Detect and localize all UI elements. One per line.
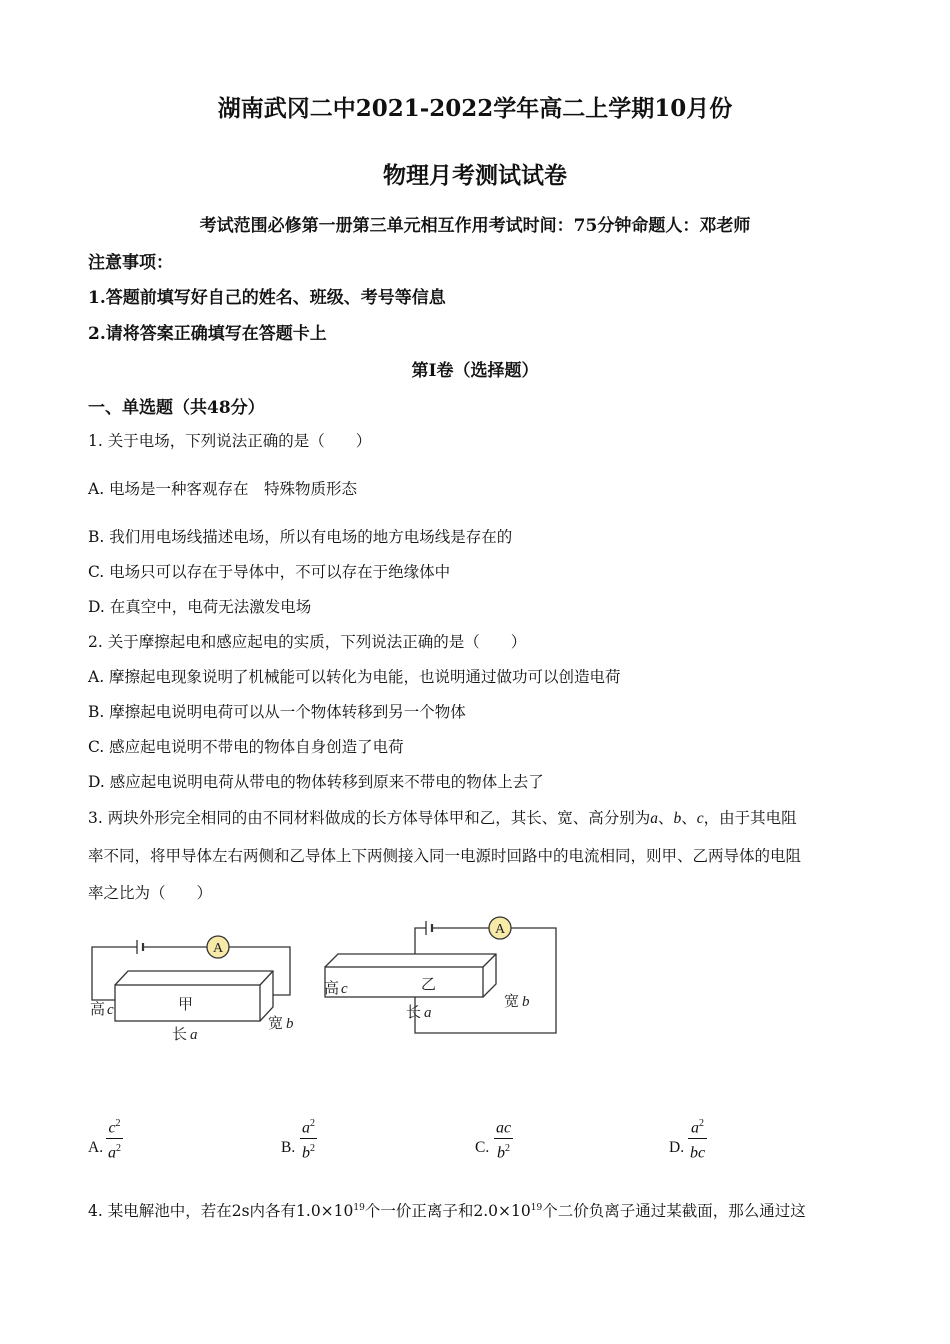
q1-stem: 1. 关于电场，下列说法正确的是（ ） [88, 432, 372, 450]
note-item: 2.请将答案正确填写在答题卡上 [88, 324, 327, 344]
label-height: 高 [90, 1000, 106, 1018]
label-width: 宽 [268, 1014, 284, 1032]
var-length: a [424, 1005, 432, 1021]
notes-heading: 注意事项： [88, 253, 173, 273]
var-length: a [190, 1027, 198, 1043]
label-length: 长 [406, 1003, 422, 1021]
q3-stem-text: 3. 两块外形完全相同的由不同材料做成的长方体导体甲和乙，其长、宽、高分别为 [88, 809, 651, 827]
q3-option-d-fraction: $\frac{a^2}{bc}$ [688, 1114, 707, 1164]
q2-stem: 2. 关于摩擦起电和感应起电的实质，下列说法正确的是（ ） [88, 633, 527, 651]
q3-option-a-fraction: $\frac{c^2}{a^2}$ [106, 1114, 123, 1164]
right-circuit [325, 921, 556, 1033]
q1-option-c: C. 电场只可以存在于导体中，不可以存在于绝缘体中 [88, 563, 451, 581]
label-body-jia: 甲 [178, 995, 194, 1013]
q3-option-b-label: B. [281, 1139, 296, 1156]
q3-option-b-fraction: $\frac{a^2}{b^2}$ [300, 1114, 317, 1164]
q3-stem-line1 [88, 806, 797, 828]
exam-title-line2: 物理月考测试试卷 [383, 162, 567, 189]
label-width: 宽 [504, 992, 520, 1010]
q1-option-d: D. 在真空中，电荷无法激发电场 [88, 598, 312, 616]
var-width: b [286, 1016, 294, 1032]
q2-option-b: B. 摩擦起电说明电荷可以从一个物体转移到另一个物体 [88, 703, 466, 721]
var-height: c [341, 981, 348, 997]
q1-option-a: A. 电场是一种客观存在 特殊物质形态 [88, 480, 358, 498]
q3-option-d-label: D. [669, 1139, 685, 1156]
q2-option-c: C. 感应起电说明不带电的物体自身创造了电荷 [88, 738, 404, 756]
q3-stem-line2: 率不同，将甲导体左右两侧和乙导体上下两侧接入同一电源时回路中的电流相同，则甲、乙两导体的电阻 [88, 847, 802, 865]
label-height: 高 [324, 979, 340, 997]
part-heading: 一、单选题（共48分） [88, 398, 265, 418]
q2-option-a: A. 摩擦起电现象说明了机械能可以转化为电能，也说明通过做功可以创造电荷 [88, 668, 621, 686]
exam-info: 考试范围必修第一册第三单元相互作用考试时间：75分钟命题人：邓老师 [199, 216, 751, 236]
q3-sep: 、 [681, 809, 697, 827]
q1-option-b: B. 我们用电场线描述电场，所以有电场的地方电场线是存在的 [88, 528, 513, 546]
q3-option-c-fraction: $\frac{ac}{b^2}$ [494, 1114, 513, 1164]
q3-var: a [650, 810, 658, 827]
q3-option-c-label: C. [475, 1139, 490, 1156]
q3-stem-line3: 率之比为（ ） [88, 884, 213, 902]
volume-heading: 第I卷（选择题） [411, 361, 539, 381]
exam-title-line1: 湖南武冈二中2021-2022学年高二上学期10月份 [217, 95, 733, 122]
ammeter-label: A [212, 941, 224, 956]
var-width: b [522, 994, 530, 1010]
note-item: 1.答题前填写好自己的姓名、班级、考号等信息 [88, 288, 446, 308]
q3-var: b [673, 810, 682, 827]
label-body-yi: 乙 [421, 975, 437, 993]
var-height: c [107, 1002, 114, 1018]
ammeter-label: A [494, 922, 506, 937]
q4-stem: 4. 某电解池中，若在2s内各有$1.0\times 10^{19}$个一价正离子和$2.0\times 10^{19}$个二价负离子通过某截面，那么通过这 [88, 1202, 806, 1220]
q3-stem-text: ，由于其电阻 [703, 809, 797, 827]
q3-var: c [696, 810, 704, 827]
q3-option-a-label: A. [88, 1139, 104, 1156]
q3-sep: 、 [657, 809, 674, 827]
q3-circuit-figure [80, 905, 580, 1055]
label-length: 长 [172, 1025, 188, 1043]
q2-option-d: D. 感应起电说明电荷从带电的物体转移到原来不带电的物体上去了 [88, 773, 544, 791]
